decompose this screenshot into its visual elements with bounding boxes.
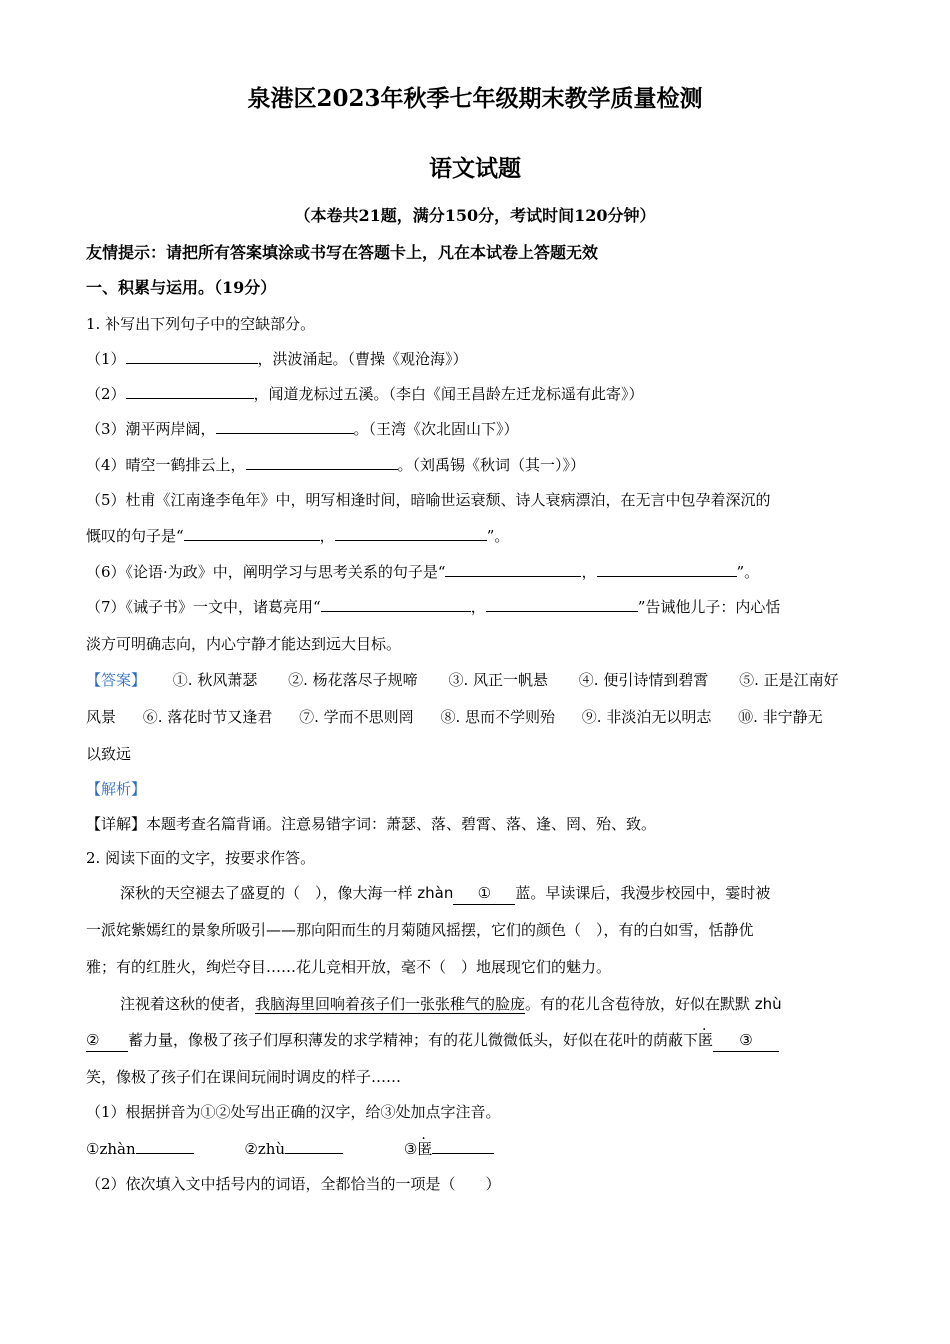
q1-item-7a xyxy=(86,596,780,618)
passage-line xyxy=(120,993,782,1015)
q1-item-5b xyxy=(86,525,509,547)
blank[interactable] xyxy=(216,418,354,434)
q1-3-pre: （3）潮平两岸阔， xyxy=(86,420,216,438)
q1-3-post: 。（王湾《次北固山下》） xyxy=(353,420,519,438)
answer-item: ⑧. 思而不学则殆 xyxy=(440,708,555,726)
passage-text: 深秋的天空褪去了盛夏的（ ），像大海一样 zhàn xyxy=(120,884,454,902)
blank-1[interactable]: ① xyxy=(453,882,515,905)
q1-item-3 xyxy=(86,418,519,440)
q1-item-7b: 淡方可明确志向，内心宁静才能达到远大目标。 xyxy=(86,635,402,653)
exam-subtitle: 语文试题 xyxy=(429,155,521,182)
q2-sub2: （2）依次填入文中括号内的词语，全都恰当的一项是（ ） xyxy=(86,1175,501,1193)
q1-7a-pre: （7）《诫子书》一文中，诸葛亮用“ xyxy=(86,598,321,616)
exam-title: 泉港区2023年秋季七年级期末教学质量检测 xyxy=(247,85,703,112)
passage-line: 笑，像极了孩子们在课间玩闹时调皮的样子…… xyxy=(86,1068,402,1086)
q1-6-mid: ， xyxy=(581,563,597,581)
passage-line: 一派姹紫嫣红的景象所吸引——那向阳而生的月菊随风摇摆，它们的颜色（ ），有的白如雪，恬静优 xyxy=(86,921,754,939)
passage-text: 蓄力量，像极了孩子们厚积薄发的求学精神；有的花儿微微低头，好似在花叶的荫蔽下 xyxy=(128,1031,699,1049)
answer-line-2 xyxy=(86,706,823,728)
q1-item-1 xyxy=(86,348,468,370)
q1-item-5a: （5）杜甫《江南逢李龟年》中，明写相逢时间，暗喻世运衰颓、诗人衰病漂泊，在无言中包孕着深沉的 xyxy=(86,491,771,509)
q1-5b-post: ”。 xyxy=(486,527,510,545)
passage-line xyxy=(120,882,770,905)
q1-item-4 xyxy=(86,454,585,476)
q2-stem: 2. 阅读下面的文字，按要求作答。 xyxy=(86,849,316,867)
answer-item: ⑤. 正是江南好 xyxy=(739,671,839,689)
answer-item: ②. 杨花落尽子规啼 xyxy=(288,671,418,689)
q1-4-post: 。（刘禹锡《秋词（其一）》） xyxy=(397,456,586,474)
answer-item: ③. 风正一帆悬 xyxy=(448,671,548,689)
fill-label: ①zhàn xyxy=(86,1140,136,1158)
q1-2-pre: （2） xyxy=(86,385,126,403)
dotted-char: 匿 xyxy=(698,1031,714,1049)
q1-1-pre: （1） xyxy=(86,350,126,368)
analysis-label: 【解析】 xyxy=(86,780,147,798)
passage-text: 。有的花儿含苞待放，好似在默默 zhù xyxy=(525,995,782,1013)
blank[interactable] xyxy=(445,561,581,577)
passage-line: 雅；有的红胜火，绚烂夺目……花儿竞相开放，毫不（ ）地展现它们的魅力。 xyxy=(86,958,612,976)
blank[interactable] xyxy=(126,348,258,364)
q1-item-6 xyxy=(86,561,759,583)
q1-stem: 1. 补写出下列句子中的空缺部分。 xyxy=(86,315,316,333)
fill-label: ②zhù xyxy=(244,1140,286,1158)
q1-4-pre: （4）晴空一鹤排云上， xyxy=(86,456,246,474)
analysis-detail: 【详解】本题考查名篇背诵。注意易错字词：萧瑟、落、碧霄、落、逢、罔、殆、致。 xyxy=(86,815,657,833)
q1-6-pre: （6）《论语·为政》中，阐明学习与思考关系的句子是“ xyxy=(86,563,446,581)
q1-2-post: ，闻道龙标过五溪。（李白《闻王昌龄左迁龙标遥有此寄》） xyxy=(253,385,644,403)
answer-item: ①. 秋风萧瑟 xyxy=(172,671,258,689)
passage-text: 注视着这秋的使者， xyxy=(120,995,256,1013)
tip: 友情提示：请把所有答案填涂或书写在答题卡上，凡在本试卷上答题无效 xyxy=(86,243,599,262)
blank[interactable] xyxy=(246,454,398,470)
dotted-char: 匿 xyxy=(417,1140,433,1158)
answer-label: 【答案】 xyxy=(86,671,147,689)
q1-5b-pre: 慨叹的句子是“ xyxy=(86,527,184,545)
blank[interactable] xyxy=(486,596,638,612)
blank[interactable] xyxy=(432,1138,494,1154)
blank[interactable] xyxy=(597,561,737,577)
section-heading: 一、积累与运用。（19分） xyxy=(86,278,277,297)
answer-item: ④. 便引诗情到碧霄 xyxy=(578,671,709,689)
blank[interactable] xyxy=(285,1138,343,1154)
q2-fill-line xyxy=(86,1138,494,1160)
q1-item-2 xyxy=(86,383,644,405)
blank[interactable] xyxy=(335,525,487,541)
answer-item: ⑥. 落花时节又逢君 xyxy=(142,708,273,726)
q1-1-post: ，洪波涌起。（曹操《观沧海》） xyxy=(257,350,468,368)
blank[interactable] xyxy=(321,596,471,612)
blank-3[interactable]: ③ xyxy=(713,1029,779,1052)
answer-item: 风景 xyxy=(86,708,117,726)
q1-7a-post: ”告诫他儿子：内心恬 xyxy=(637,598,781,616)
q1-6-post: ”。 xyxy=(736,563,760,581)
answer-line-3: 以致远 xyxy=(86,745,132,763)
answer-item: ⑨. 非淡泊无以明志 xyxy=(581,708,712,726)
passage-line xyxy=(86,1029,779,1052)
passage-text: 蓝。早读课后，我漫步校园中，霎时被 xyxy=(515,884,771,902)
blank[interactable] xyxy=(184,525,320,541)
blank-2[interactable]: ② xyxy=(86,1029,128,1052)
answer-item: ⑩. 非宁静无 xyxy=(738,708,823,726)
exam-note: （本卷共21题，满分150分，考试时间120分钟） xyxy=(294,206,656,225)
blank[interactable] xyxy=(126,383,254,399)
fill-label: ③ xyxy=(403,1140,418,1158)
underlined-sentence: 我脑海里回响着孩子们一张张稚气的脸庞 xyxy=(255,995,526,1013)
q1-7a-mid: ， xyxy=(470,598,486,616)
q1-5b-mid: ， xyxy=(319,527,335,545)
blank[interactable] xyxy=(136,1138,194,1154)
answer-item: ⑦. 学而不思则罔 xyxy=(299,708,414,726)
answer-line-1 xyxy=(86,669,839,691)
q2-sub1: （1）根据拼音为①②处写出正确的汉字，给③处加点字注音。 xyxy=(86,1103,501,1121)
